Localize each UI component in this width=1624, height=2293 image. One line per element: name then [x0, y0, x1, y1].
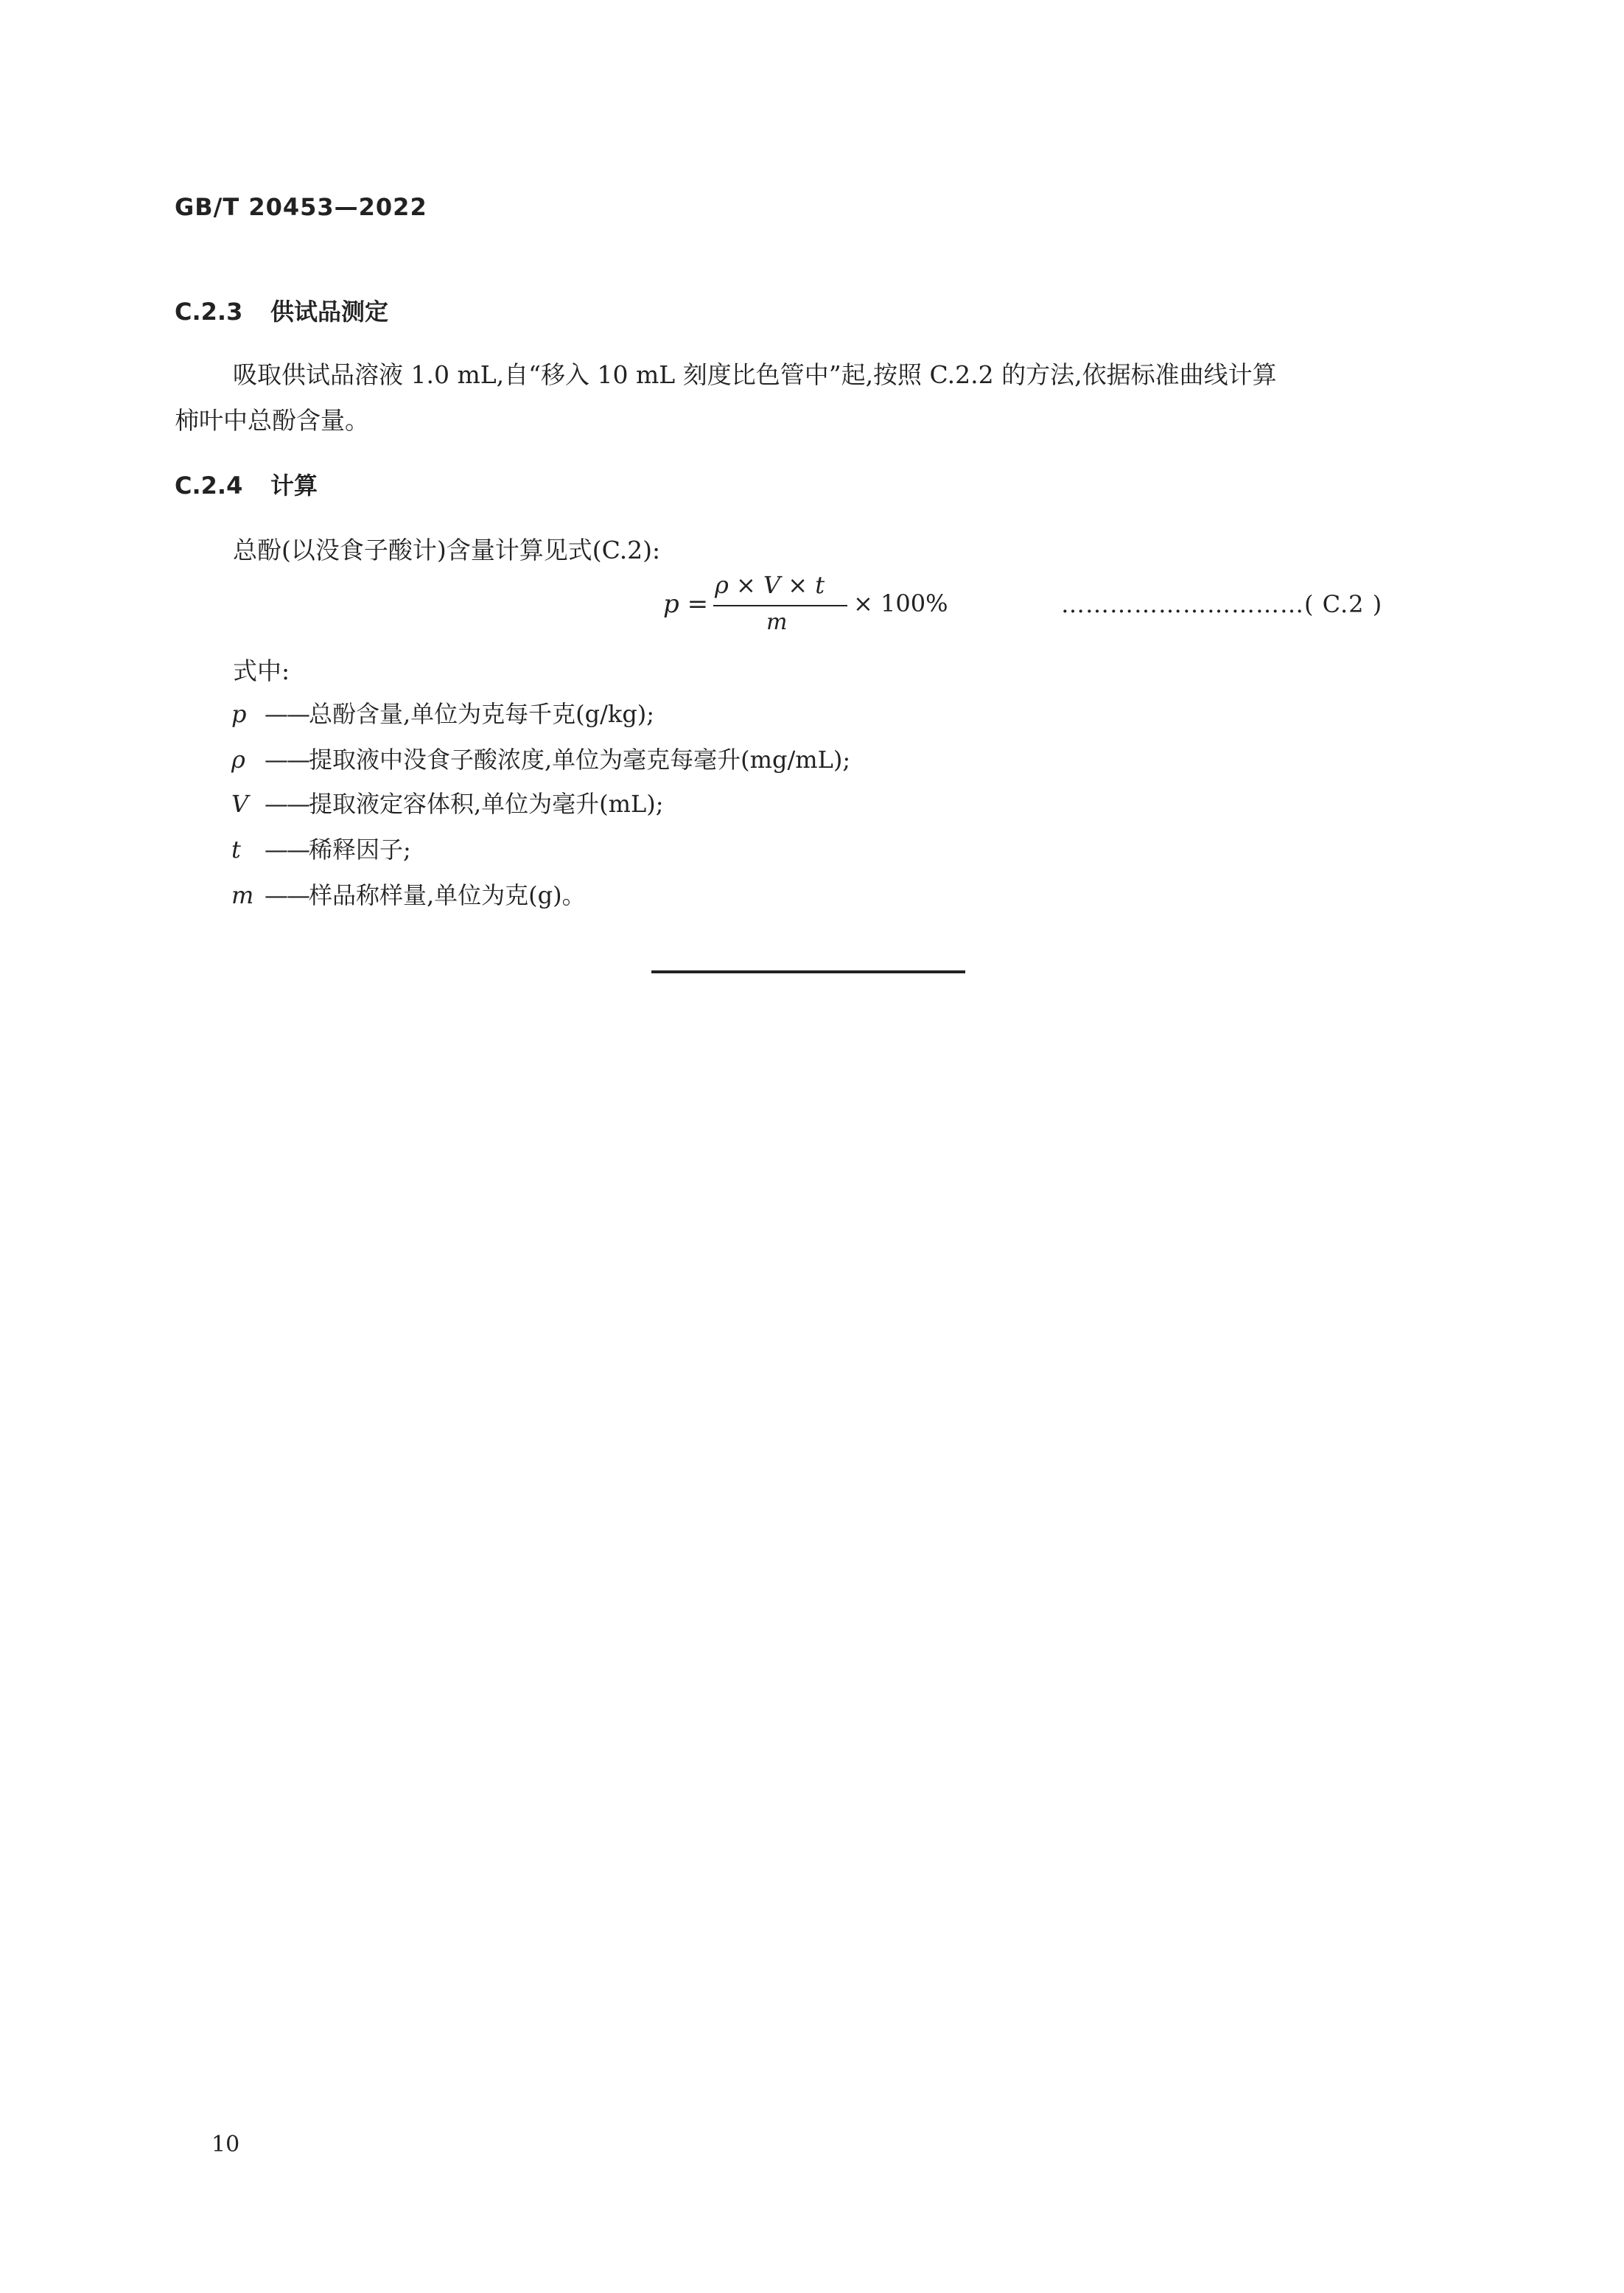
definition-item: [231, 785, 664, 819]
definition-symbol: V: [231, 790, 249, 818]
definition-dash: ——: [265, 700, 309, 728]
definition-text: 样品称样量,单位为克(g)。: [309, 881, 586, 909]
formula-lhs: p =: [663, 589, 709, 619]
definition-symbol: p: [231, 700, 247, 728]
section-number: C.2.3: [175, 298, 243, 326]
formula-denominator: m: [766, 609, 788, 635]
fraction-bar: [713, 605, 847, 606]
definition-symbol: m: [231, 881, 254, 909]
formula-numerator: ρ × V × t: [715, 571, 825, 599]
standard-code: GB/T 20453—2022: [175, 193, 427, 221]
definition-dash: ——: [265, 746, 309, 774]
section-title: 计算: [270, 472, 318, 500]
end-of-document-rule: [651, 970, 965, 973]
section-heading-c23: [175, 293, 388, 327]
definition-item: [231, 831, 411, 865]
formula-c2: [663, 571, 958, 645]
formula-intro: 总酚(以没食子酸计)含量计算见式(C.2):: [233, 536, 661, 564]
definitions-intro: 式中:: [233, 657, 290, 685]
definition-item: [231, 877, 586, 911]
paragraph-line: 吸取供试品溶液 1.0 mL,自“移入 10 mL 刻度比色管中”起,按照 C.2.2 的方法,依据标准曲线计算: [233, 360, 1277, 389]
section-heading-c24: [175, 467, 318, 501]
definition-text: 总酚含量,单位为克每千克(g/kg);: [309, 700, 655, 728]
definition-item: [231, 696, 654, 729]
definition-dash: ——: [265, 836, 309, 864]
definition-symbol: t: [231, 836, 241, 864]
paragraph-line: 柿叶中总酚含量。: [175, 406, 369, 435]
formula-rhs: × 100%: [853, 589, 948, 617]
definition-text: 稀释因子;: [309, 836, 411, 864]
definition-dash: ——: [265, 881, 309, 909]
definition-item: [231, 741, 850, 775]
definition-dash: ——: [265, 790, 309, 818]
section-title: 供试品测定: [270, 298, 389, 326]
definition-symbol: ρ: [231, 746, 245, 774]
definition-text: 提取液定容体积,单位为毫升(mL);: [309, 790, 664, 818]
equation-number: …………………………( C.2 ): [1061, 590, 1383, 618]
section-number: C.2.4: [175, 472, 243, 500]
definition-text: 提取液中没食子酸浓度,单位为毫克每毫升(mg/mL);: [309, 746, 851, 774]
page-number: 10: [211, 2132, 240, 2157]
